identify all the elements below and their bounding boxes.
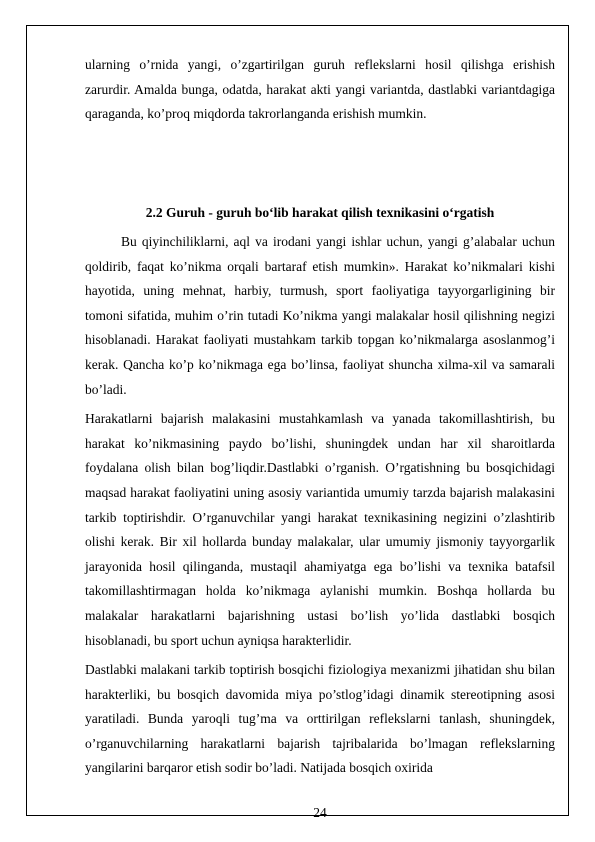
page-number: 24 bbox=[313, 805, 327, 820]
paragraph-continued: ularning o’rnida yangi, o’zgartirilgan guruh reflekslarni hosil qilishga erishish zarurdir. Amalda bunga, odatda, harakat akti yangi variantda, dastlabki variantdagiga qaraganda, ko’proq miqdorda takrorlanganda erishish mumkin. bbox=[85, 57, 555, 122]
paragraph-2: Harakatlarni bajarish malakasini mustahkamlash va yanada takomillashtirish, bu harakat ko’nikmasining paydo bo’lishi, shuningdek undan har xil sharoitlarda foydalana olish bilan bog’liqdir.Dastlabki o’rganish. O’rgatishning bu bosqichidagi maqsad harakat faoliyatini uning asosiy variantida umumiy tarzda bajarish malakasini tarkib toptirishdir. O’rganuvchilar yangi harakat texnikasining negizini o’zlashtirib olishi kerak. Bir xil hollarda bunday malakalar, ular umumiy jismoniy tayyorgarlik jarayonida hosil qilinganda, mustaqil ahamiyatga ega bo’lishi va texnika batafsil takomillashtirmagan holda ko’nikmaga aylanishi mumkin. Boshqa hollarda bu malakalar harakatlarni bajarishning ustasi bo’lish yo’lida dastlabki bosqich hisoblanadi, bu sport uchun ayniqsa harakterlidir. bbox=[85, 411, 555, 648]
document-body bbox=[85, 230, 555, 786]
section-heading: 2.2 Guruh - guruh bo‘lib harakat qilish texnikasini o‘rgatish bbox=[145, 205, 495, 220]
paragraph-3: Dastlabki malakani tarkib toptirish bosqichi fiziologiya mexanizmi jihatidan shu bilan harakterliki, bu bosqich davomida miya po’stlog’idagi dinamik stereotipning asosi yaratiladi. Bunda yaroqli tug’ma va orttirilgan reflekslarni tanlash, shuningdek, o’rganuvchilarning harakatlarni bajarish tajribalarida bo’lmagan reflekslarning yangilarini barqaror etish sodir bo’ladi. Natijada bosqich oxirida bbox=[85, 662, 555, 776]
paragraph-1: Bu qiyinchiliklarni, aql va irodani yangi ishlar uchun, yangi g’alabalar uchun qoldirib, faqat ko’nikma orqali bartaraf etish mumkin». Harakat ko’nikmalari kishi hayotida, uning mehnat, harbiy, turmush, sport faoliyatiga tayyorgarligining bir tomoni sifatida, muhim o’rin tutadi Ko’nikma yangi malakalar hosil qilishning negizi hisoblanadi. Harakat faoliyati mustahkam tarkib topgan ko’nikmalarga asoslanmog’i kerak. Qancha ko’p ko’nikmaga ega bo’linsa, faoliyat shuncha xilma-xil va samarali bo’ladi. bbox=[85, 234, 555, 397]
document-body-top bbox=[85, 53, 555, 132]
